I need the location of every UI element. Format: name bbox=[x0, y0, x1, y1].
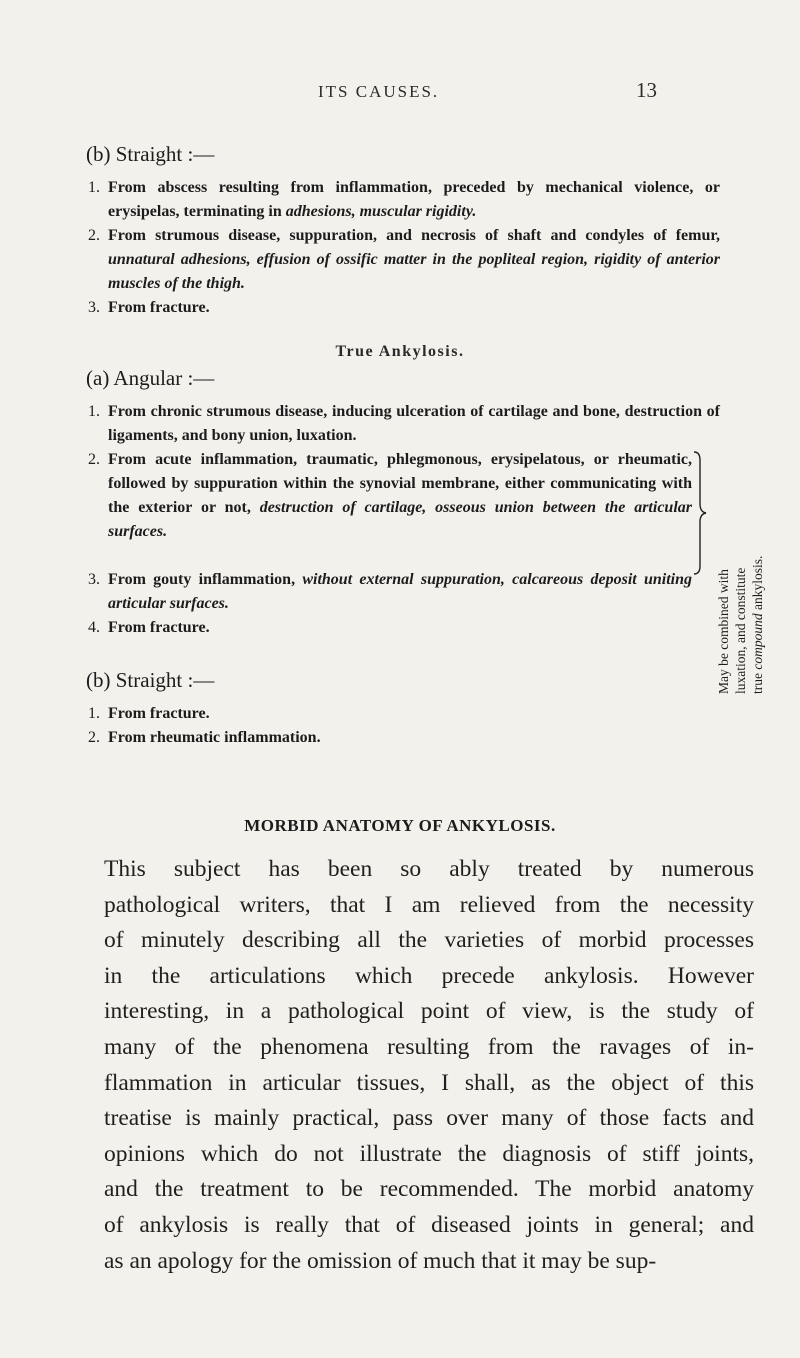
page-number: 13 bbox=[636, 78, 657, 102]
paragraph-line: many of the phenomena resulting from the ravages of in- bbox=[104, 1033, 754, 1060]
item-text: From fracture. bbox=[108, 619, 210, 636]
section-title: MORBID ANATOMY OF ANKYLOSIS. bbox=[244, 816, 556, 835]
item-number: 3. bbox=[88, 571, 100, 588]
running-head bbox=[0, 78, 800, 106]
item-number: 1. bbox=[88, 403, 100, 420]
side-note-line-3: true compound ankylosis. bbox=[750, 555, 765, 694]
false-straight-item-3 bbox=[88, 296, 720, 320]
angular-item-2 bbox=[88, 448, 692, 544]
paragraph-line: and the treatment to be recommended. The morbid anatomy bbox=[104, 1176, 754, 1203]
angular-item-3 bbox=[88, 568, 692, 616]
body-paragraph bbox=[104, 852, 754, 1279]
false-straight-item-2 bbox=[88, 224, 720, 296]
right-brace bbox=[692, 450, 710, 576]
angular-label: (a) Angular :— bbox=[86, 366, 215, 390]
paragraph-line: interesting, in a pathological point of view, is the study of bbox=[104, 998, 754, 1025]
true-straight-item-1 bbox=[88, 702, 720, 726]
true-straight-item-2 bbox=[88, 726, 720, 750]
item-text: From rheumatic inflammation. bbox=[108, 729, 321, 746]
paragraph-line: flammation in articular tissues, I shall, as the object of this bbox=[104, 1069, 754, 1096]
item-number: 2. bbox=[88, 451, 100, 468]
item-text: From acute inflammation, traumatic, phlegmonous, erysipelatous, or rheumatic, followed by suppuration within the synovial membrane, either communicating with the exterior or not, bbox=[108, 451, 692, 516]
item-number: 4. bbox=[88, 619, 100, 636]
item-italic-text: destruction of cartilage, osseous union between the articular surfaces. bbox=[108, 499, 692, 540]
paragraph-line: This subject has been so ably treated by numerous bbox=[104, 856, 754, 882]
paragraph-line: of minutely describing all the varieties of morbid processes bbox=[104, 927, 754, 954]
item-text: From fracture. bbox=[108, 299, 210, 316]
paragraph-line: opinions which do not illustrate the diagnosis of stiff joints, bbox=[104, 1140, 754, 1167]
running-title: ITS CAUSES. bbox=[318, 82, 440, 101]
item-italic-text: without external suppuration, calcareous deposit uniting articular surfaces. bbox=[108, 571, 692, 612]
item-text: From strumous disease, suppuration, and necrosis of shaft and condyles of femur, bbox=[108, 227, 720, 244]
false-straight-label: (b) Straight :— bbox=[86, 142, 215, 166]
item-number: 3. bbox=[88, 299, 100, 316]
paragraph-line: of ankylosis is really that of diseased joints in general; and bbox=[104, 1211, 754, 1238]
paragraph-line: in the articulations which precede ankylosis. However bbox=[104, 962, 754, 989]
paragraph-line: pathological writers, that I am relieved from the necessity bbox=[104, 891, 754, 918]
angular-item-4 bbox=[88, 616, 720, 640]
item-number: 1. bbox=[88, 179, 100, 196]
side-note-line-2: luxation, and constitute bbox=[733, 567, 748, 694]
item-italic-text: adhesions, muscular rigidity. bbox=[285, 203, 477, 220]
true-straight-label: (b) Straight :— bbox=[86, 668, 215, 692]
false-straight-item-1 bbox=[88, 176, 720, 224]
true-ankylosis-heading: True Ankylosis. bbox=[335, 343, 465, 360]
item-text: From gouty inflammation, bbox=[108, 571, 303, 588]
paragraph-line: treatise is mainly practical, pass over many of those facts and bbox=[104, 1105, 754, 1132]
item-text: From abscess resulting from inflammation, preceded by mechanical violence, or erysipelas, terminating in bbox=[108, 179, 720, 220]
item-number: 1. bbox=[88, 705, 100, 722]
paragraph-line: as an apology for the omission of much that it may be sup- bbox=[104, 1247, 657, 1274]
item-text: From chronic strumous disease, inducing ulceration of cartilage and bone, destruction of ligaments, and bony union, luxation. bbox=[108, 403, 720, 444]
item-number: 2. bbox=[88, 227, 100, 244]
side-note-line-1: May be combined with bbox=[716, 569, 731, 694]
side-note bbox=[716, 450, 770, 694]
item-italic-text: unnatural adhesions, effusion of ossific matter in the popliteal region, rigidity of anterior muscles of the thigh. bbox=[108, 251, 720, 292]
angular-item-1 bbox=[88, 400, 720, 448]
item-text: From fracture. bbox=[108, 705, 210, 722]
item-number: 2. bbox=[88, 729, 100, 746]
